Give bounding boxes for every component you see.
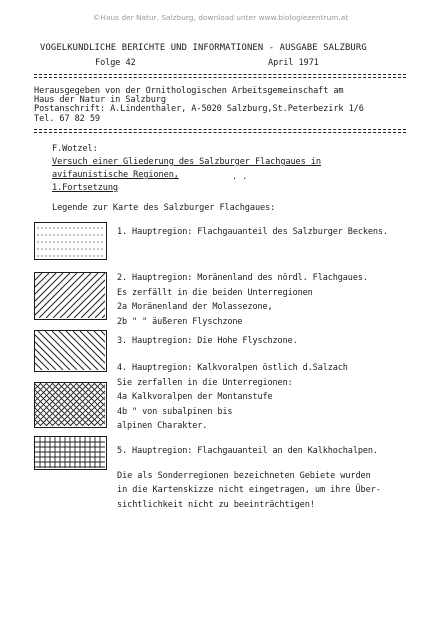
legend-swatch-2 <box>34 272 107 320</box>
publisher-line-1: Herausgegeben von der Ornithologischen Arbeitsgemeinschaft am <box>34 86 344 96</box>
masthead-title: VOGELKUNDLICHE BERICHTE UND INFORMATIONEN - AUSGABE SALZBURG <box>40 43 367 53</box>
header-rule-top <box>34 74 406 75</box>
legend-text-3-line-1: 3. Hauptregion: Die Hohe Flyschzone. <box>117 336 298 346</box>
publisher-address: Postanschrift: A.Lindenthaler, A-5020 Salzburg,St.Peterbezirk 1/6 <box>34 104 364 114</box>
legend-text-2-line-4: 2b " " äußeren Flyschzone <box>117 316 243 327</box>
issue-number: Folge 42 <box>95 58 136 68</box>
legend-text-2-line-2: Es zerfällt in die beiden Unterregionen <box>117 287 313 298</box>
legend-swatch-1 <box>34 222 107 260</box>
article-title-line-2: avifaunistische Regionen, <box>52 170 179 180</box>
note-line-1: Die als Sonderregionen bezeichneten Gebiete wurden <box>117 471 371 481</box>
header-rule-bottom-2 <box>34 132 406 133</box>
legend-text-4-line-2: Sie zerfallen in die Unterregionen: <box>117 377 293 388</box>
legend-text-4-line-4: 4b " von subalpinen bis <box>117 406 233 417</box>
note-line-2: in die Kartenskizze nicht eingetragen, um ihre Über- <box>117 485 381 495</box>
legend-text-2-line-3: 2a Moränenland der Molassezone, <box>117 302 273 312</box>
article-title-dots: . . <box>232 172 248 182</box>
note-line-3: sichtlichkeit nicht zu beeinträchtigen! <box>117 500 315 510</box>
legend-text-5-line-1: 5. Hauptregion: Flachgauanteil an den Kalkhochalpen. <box>117 446 378 456</box>
watermark: ©Haus der Natur, Salzburg, download unter www.biologiezentrum.at <box>93 13 349 22</box>
legend-swatch-5 <box>34 436 107 470</box>
header-rule-top-2 <box>34 77 406 78</box>
publisher-line-2: Haus der Natur in Salzburg <box>34 95 166 105</box>
article-title-line-1: Versuch einer Gliederung des Salzburger Flachgaues in <box>52 157 321 167</box>
article-author: F.Wotzel: <box>52 144 98 154</box>
issue-date: April 1971 <box>268 58 319 68</box>
legend-text-2-line-1: 2. Hauptregion: Moränenland des nördl. Flachgaues. <box>117 273 368 283</box>
article-part: 1.Fortsetzung <box>52 183 118 193</box>
legend-text-4-line-3: 4a Kalkvoralpen der Montanstufe <box>117 392 273 402</box>
legend-swatch-3 <box>34 330 107 372</box>
legend-text-4-line-1: 4. Hauptregion: Kalkvoralpen östlich d.Salzach <box>117 363 348 373</box>
legend-swatch-4 <box>34 382 107 428</box>
legend-heading: Legende zur Karte des Salzburger Flachgaues: <box>52 203 276 213</box>
legend-text-1-line-1: 1. Hauptregion: Flachgauanteil des Salzburger Beckens. <box>117 227 388 237</box>
legend-text-4-line-5: alpinen Charakter. <box>117 421 208 431</box>
header-rule-bottom <box>34 129 406 130</box>
publisher-phone: Tel. 67 82 59 <box>34 114 100 124</box>
